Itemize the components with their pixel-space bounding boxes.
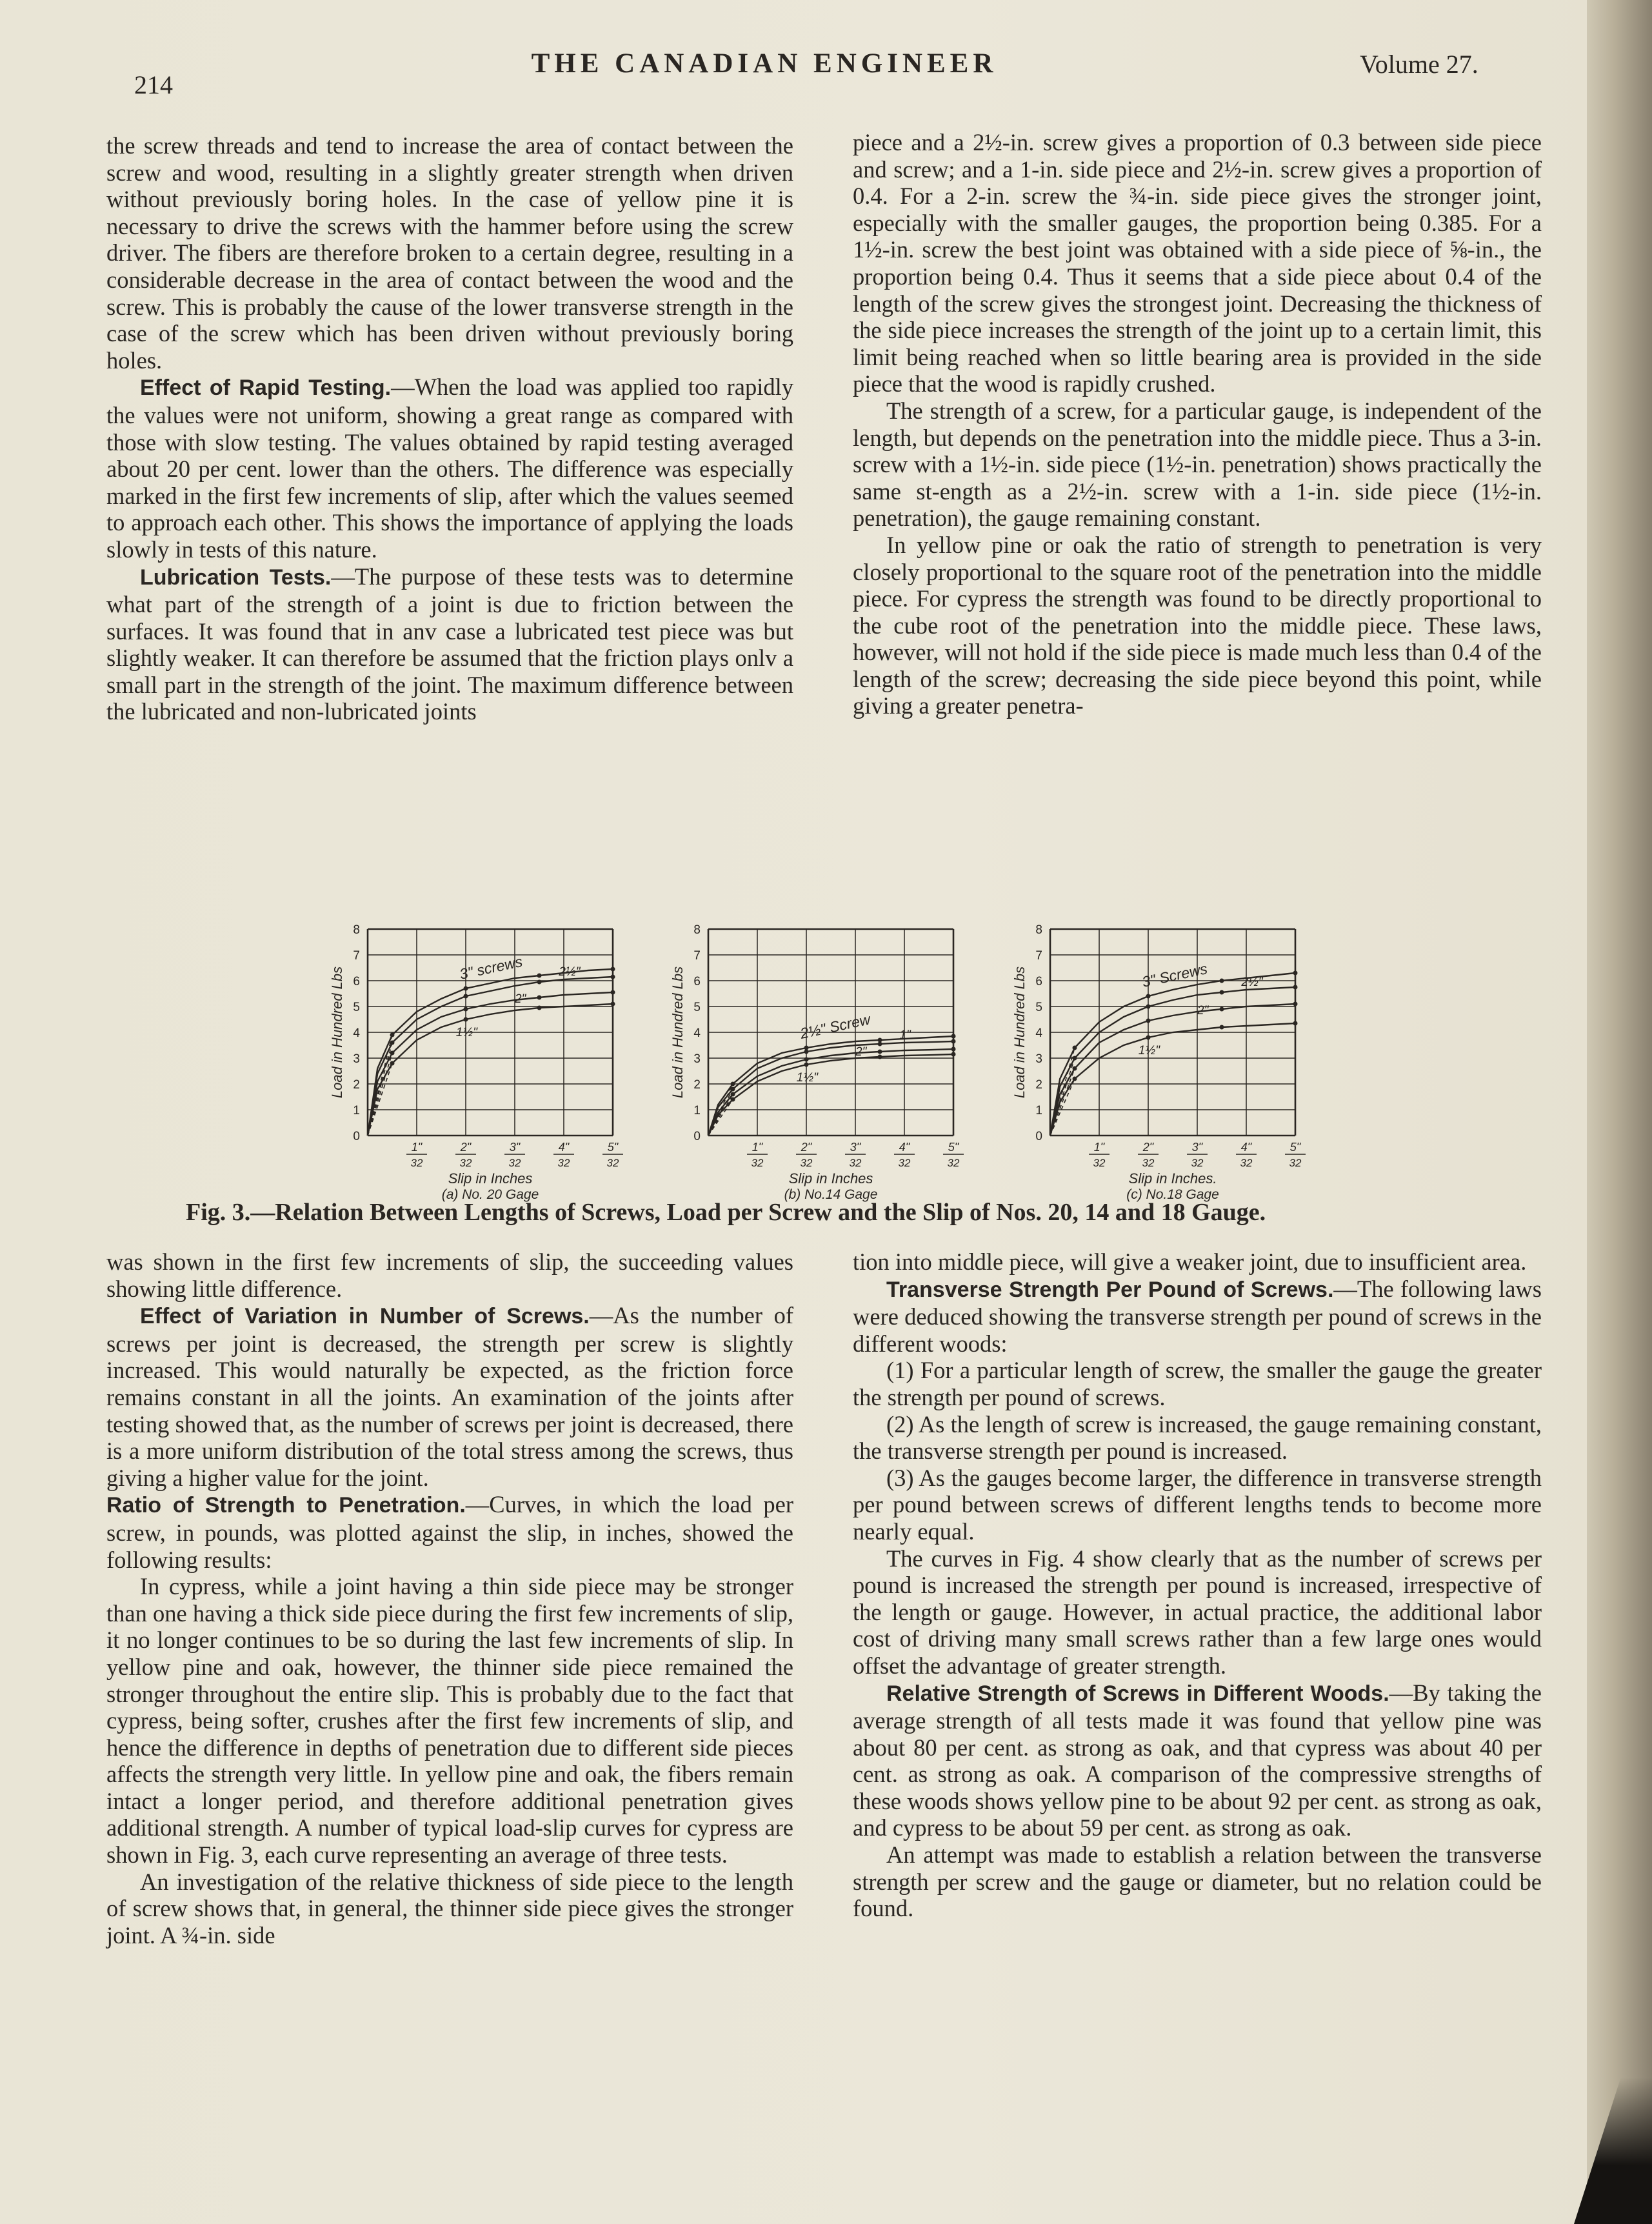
data-point: [1146, 994, 1151, 999]
y-tick-label: 3: [353, 1052, 360, 1066]
curve-label: 1½": [455, 1026, 477, 1039]
y-axis-label: Load in Hundred Lbs: [670, 966, 686, 1099]
y-tick-label: 1: [693, 1104, 701, 1117]
series-line: [1050, 1023, 1295, 1136]
x-tick-denominator: 32: [1289, 1157, 1302, 1169]
section-heading: Ratio of Strength to Penetration.: [106, 1493, 466, 1518]
data-point: [1146, 1019, 1151, 1023]
y-tick-label: 4: [353, 1027, 360, 1040]
x-tick-label: 3": [509, 1141, 521, 1154]
curve-label: 2½": [1241, 976, 1263, 989]
paragraph: piece and a 2½-in. screw gives a proportion of 0.3 between side piece and screw; and a 1-in. side piece and 2½-in. screw gives a proportion of 0.4. For a 2-in. screw the ¾-in. side piece gives the stronger joint, especially with the smaller gauges, the proportion being 0.385. For a 1½-in. screw the best joint was obtained with a side piece of ⅝-in., the proportion being 0.4. Thus it seems that a side piece about 0.4 of the length of the screw gives the strongest joint. Decreasing the thickness of the side piece increases the strength of the joint up to a certain limit, this limit being reached when so little bearing area is provided in the side piece that the wood is rapidly crushed.: [853, 129, 1542, 397]
paragraph-text: —As the number of screws per joint is decreased, the strength per screw is slightly increased. This would naturally be expected, as the friction force remains constant in all the joints. An examination of the joints after testing showed that, as the number of screws per joint is decreased, there is a more uniform distribution of the total stress among the screws, thus giving a higher value for the joint.: [106, 1302, 793, 1491]
x-tick-denominator: 32: [800, 1157, 813, 1169]
series-line: [1050, 987, 1295, 1136]
data-point: [1293, 985, 1298, 990]
panel-sublabel: (b) No.14 Gage: [784, 1187, 878, 1202]
x-tick-denominator: 32: [849, 1157, 862, 1169]
curve-label: 2": [1197, 1004, 1209, 1017]
paragraph: [853, 1276, 1542, 1357]
paragraph: [106, 1302, 793, 1491]
data-point: [951, 1047, 956, 1052]
journal-title: THE CANADIAN ENGINEER: [531, 48, 998, 79]
x-tick-denominator: 32: [606, 1157, 619, 1169]
y-tick-label: 6: [353, 975, 360, 988]
series-line: [1050, 1004, 1295, 1136]
y-tick-label: 5: [1035, 1001, 1042, 1014]
curve-label: 2½": [559, 965, 581, 979]
y-tick-label: 8: [693, 923, 701, 937]
x-tick-denominator: 32: [1191, 1157, 1204, 1169]
section-heading: Effect of Rapid Testing.: [140, 376, 392, 401]
x-tick-denominator: 32: [1142, 1157, 1155, 1169]
curve-label: 1": [899, 1028, 911, 1042]
panel-sublabel: (a) No. 20 Gage: [441, 1187, 539, 1202]
data-point: [1220, 1007, 1224, 1012]
data-point: [537, 996, 542, 1000]
paragraph-text: —By taking the average strength of all tests made it was found that yellow pine was about 80 per cent. as strong as oak, and that cypress was about 40 per cent. as strong as oak. A comparison of the compressive strengths of these woods shows yellow pine to be about 92 per cent. as strong as oak, and cypress to be about 59 per cent. as strong as oak.: [853, 1679, 1542, 1841]
paragraph: An attempt was made to establish a relation between the transverse strength per screw and the gauge or diameter, but no relation could be found.: [853, 1841, 1542, 1922]
right-column-bottom: [853, 1248, 1542, 1922]
y-tick-label: 7: [693, 949, 701, 963]
data-point: [878, 1050, 882, 1054]
x-tick-label: 2": [1142, 1141, 1154, 1154]
y-tick-label: 6: [693, 975, 701, 988]
volume-label: Volume 27.: [1360, 50, 1478, 79]
section-heading: Effect of Variation in Number of Screws.: [140, 1304, 590, 1329]
y-tick-label: 2: [693, 1078, 701, 1092]
series-line: [368, 977, 613, 1136]
section-heading: Relative Strength of Screws in Different Woods.: [886, 1681, 1389, 1706]
data-point: [537, 974, 542, 978]
y-axis-label: Load in Hundred Lbs: [329, 966, 345, 1099]
y-tick-label: 1: [1035, 1104, 1042, 1117]
section-heading: Lubrication Tests.: [140, 565, 332, 590]
y-tick-label: 6: [1035, 975, 1042, 988]
y-tick-label: 0: [353, 1130, 360, 1143]
data-point: [1220, 979, 1224, 983]
data-point: [878, 1038, 882, 1043]
data-point: [951, 1034, 956, 1039]
y-tick-label: 1: [353, 1104, 360, 1117]
data-point: [611, 1002, 615, 1007]
load-slip-chart-a: [316, 916, 652, 1202]
x-tick-denominator: 32: [410, 1157, 423, 1169]
paragraph: [853, 1679, 1542, 1842]
data-point: [1146, 1005, 1151, 1009]
data-point: [804, 1046, 809, 1050]
paragraph: [106, 374, 793, 563]
paragraph: (2) As the length of screw is increased, the gauge remaining constant, the transverse strength per pound is increased.: [853, 1410, 1542, 1465]
x-tick-denominator: 32: [947, 1157, 960, 1169]
data-point: [878, 1055, 882, 1059]
figure-caption: Fig. 3.—Relation Between Lengths of Screws, Load per Screw and the Slip of Nos. 20, 14 and 18 Gauge.: [186, 1199, 1266, 1226]
paragraph: In yellow pine or oak the ratio of strength to penetration is very closely proportional to the square root of the penetration into the middle piece. For cypress the strength was found to be directly proportional to the cube root of the penetration into the middle piece. These laws, however, will not hold if the side piece is made much less than 0.4 of the length of the screw; decreasing the side piece beyond this point, while giving a greater penetra-: [853, 531, 1542, 719]
section-heading: Transverse Strength Per Pound of Screws.: [886, 1277, 1334, 1302]
y-tick-label: 8: [353, 923, 360, 937]
data-point: [878, 1042, 882, 1047]
x-tick-denominator: 32: [459, 1157, 472, 1169]
series-line: [708, 1054, 953, 1136]
curve-label: 2": [515, 992, 526, 1006]
series-dashed-start: [1050, 1068, 1075, 1136]
paragraph-text: —Curves, in which the load per screw, in pounds, was plotted against the slip, in inches, showed the following results:: [106, 1491, 793, 1573]
data-point: [1220, 1025, 1224, 1030]
y-tick-label: 7: [1035, 949, 1042, 963]
y-tick-label: 3: [1035, 1052, 1042, 1066]
x-tick-denominator: 32: [557, 1157, 570, 1169]
curve-label: 1½": [796, 1071, 818, 1085]
x-axis-label: Slip in Inches: [788, 1170, 873, 1187]
y-tick-label: 7: [353, 949, 360, 963]
load-slip-chart-c: [999, 916, 1334, 1202]
series-dashed-start: [368, 1053, 392, 1136]
x-tick-denominator: 32: [898, 1157, 911, 1169]
data-point: [951, 1039, 956, 1044]
x-tick-label: 4": [899, 1141, 910, 1154]
series-dashed-start: [368, 1063, 392, 1136]
paragraph-text: —The purpose of these tests was to determine what part of the strength of a joint is due to friction between the surfaces. It was found that in anv case a lubricated test piece was but slightly weaker. It can therefore be assumed that the friction plays onlv a small part in the strength of the joint. The maximum difference between the lubricated and non-lubricated joints: [106, 563, 793, 725]
paragraph: (3) As the gauges become larger, the difference in transverse strength per pound between screws of different lengths tends to become more nearly equal.: [853, 1464, 1542, 1545]
x-axis-label: Slip in Inches: [448, 1170, 533, 1187]
curve-label-screws: 3" screws: [458, 952, 524, 983]
y-tick-label: 2: [353, 1078, 360, 1092]
y-tick-label: 4: [693, 1027, 701, 1040]
x-tick-label: 1": [1093, 1141, 1105, 1154]
data-point: [611, 967, 615, 972]
paragraph: The curves in Fig. 4 show clearly that as the number of screws per pound is increased the strength per pound is increased, irrespective of the length or gauge. However, in actual practice, the additional labor cost of driving many small screws rather than a few large ones would offset the advantage of greater strength.: [853, 1545, 1542, 1679]
paragraph: [106, 1491, 793, 1573]
data-point: [464, 1017, 468, 1022]
x-tick-denominator: 32: [751, 1157, 764, 1169]
paragraph-text: —When the load was applied too rapidly the values were not uniform, showing a great range as compared with those with slow testing. The values obtained by rapid testing averaged about 20 per cent. lower than the others. The difference was especially marked in the first few increments of slip, after which the values seemed to approach each other. This shows the importance of applying the loads slowly in tests of this nature.: [106, 374, 794, 563]
data-point: [1220, 990, 1224, 995]
data-point: [1293, 1021, 1298, 1026]
y-tick-label: 0: [1035, 1130, 1042, 1143]
x-tick-label: 5": [1289, 1141, 1301, 1154]
y-tick-label: 8: [1035, 923, 1042, 937]
data-point: [464, 987, 468, 991]
data-point: [1293, 971, 1298, 976]
y-tick-label: 0: [693, 1130, 701, 1143]
paragraph: [106, 563, 793, 726]
x-tick-label: 3": [850, 1141, 861, 1154]
x-tick-label: 1": [411, 1141, 423, 1154]
panel-sublabel: (c) No.18 Gage: [1126, 1187, 1219, 1202]
right-column-top: [853, 129, 1542, 719]
load-slip-chart-b: [657, 916, 992, 1202]
y-tick-label: 3: [693, 1052, 701, 1066]
data-point: [951, 1052, 956, 1057]
x-tick-label: 1": [751, 1141, 763, 1154]
x-tick-label: 5": [948, 1141, 959, 1154]
curve-label-screws: 3" Screws: [1140, 960, 1209, 990]
data-point: [611, 975, 615, 979]
curve-label: 1½": [1138, 1044, 1160, 1057]
x-tick-label: 2": [460, 1141, 472, 1154]
curve-label-screws: 2½" Screw: [799, 1010, 872, 1042]
x-axis-label: Slip in Inches.: [1128, 1170, 1217, 1187]
data-point: [804, 1050, 809, 1054]
x-tick-label: 3": [1191, 1141, 1203, 1154]
x-tick-denominator: 32: [508, 1157, 521, 1169]
y-tick-label: 5: [353, 1001, 360, 1014]
data-point: [537, 980, 542, 985]
data-point: [1293, 1002, 1298, 1007]
series-line: [708, 1049, 953, 1136]
y-tick-label: 2: [1035, 1078, 1042, 1092]
x-tick-label: 2": [801, 1141, 812, 1154]
curve-label: 2": [855, 1045, 867, 1059]
x-tick-label: 4": [1240, 1141, 1252, 1154]
paragraph: The strength of a screw, for a particular gauge, is independent of the length, but depends on the penetration into the middle piece. Thus a 3-in. screw with a 1½-in. side piece (1½-in. penetration) shows practically the same st-ength as a 2½-in. screw with a 1-in. side piece (1½-in. penetration), the gauge remaining constant.: [853, 397, 1542, 532]
data-point: [804, 1057, 809, 1062]
left-column-top: [106, 132, 793, 725]
data-point: [804, 1063, 809, 1067]
y-tick-label: 4: [1035, 1027, 1042, 1040]
left-column-bottom: [106, 1248, 793, 1949]
paragraph: was shown in the first few increments of slip, the succeeding values showing little difference.: [106, 1248, 793, 1302]
y-axis-label: Load in Hundred Lbs: [1011, 966, 1028, 1099]
page-number: 214: [134, 70, 173, 99]
paragraph-text: —The following laws were deduced showing the transverse strength per pound of screws in the different woods:: [853, 1275, 1542, 1357]
series-line: [1050, 973, 1295, 1136]
binding-edge: [1587, 0, 1652, 2224]
paragraph: (1) For a particular length of screw, the smaller the gauge the greater the strength per pound of screws.: [853, 1357, 1542, 1410]
data-point: [464, 994, 468, 999]
paragraph: An investigation of the relative thickness of side piece to the length of screw shows that, in general, the thinner side piece gives the stronger joint. A ¾-in. side: [106, 1868, 793, 1949]
data-point: [537, 1006, 542, 1010]
data-point: [611, 990, 615, 995]
paragraph: In cypress, while a joint having a thin side piece may be stronger than one having a thick side piece during the first few increments of slip, it no longer continues to be so during the last few increments of slip. In yellow pine and oak, however, the thinner side piece remained the stronger throughout the entire slip. This is probably due to the fact that cypress, being softer, crushes after the first few increments of slip, and hence the difference in depths of penetration due to different side pieces affects the strength very little. In yellow pine and oak, the fibers remain intact a longer period, and therefore additional penetration gives additional strength. A number of typical load-slip curves for cypress are shown in Fig. 3, each curve representing an average of three tests.: [106, 1573, 793, 1868]
x-tick-denominator: 32: [1093, 1157, 1106, 1169]
data-point: [464, 1007, 468, 1012]
data-point: [1146, 1036, 1151, 1040]
x-tick-denominator: 32: [1240, 1157, 1253, 1169]
y-tick-label: 5: [693, 1001, 701, 1014]
series-dashed-start: [1050, 1079, 1075, 1136]
paragraph: tion into middle piece, will give a weaker joint, due to insufficient area.: [853, 1248, 1527, 1275]
x-tick-label: 5": [607, 1141, 619, 1154]
paragraph: the screw threads and tend to increase the area of contact between the screw and wood, resulting in a slightly greater strength when driven without previously boring holes. In the case of yellow pine it is necessary to drive the screws with the hammer before using the screw driver. The fibers are therefore broken to a certain degree, resulting in a considerable decrease in the area of contact between the wood and the screw. This is probably the cause of the lower transverse strength in the case of the screw which has been driven without previously boring holes.: [106, 132, 793, 374]
x-tick-label: 4": [558, 1141, 570, 1154]
